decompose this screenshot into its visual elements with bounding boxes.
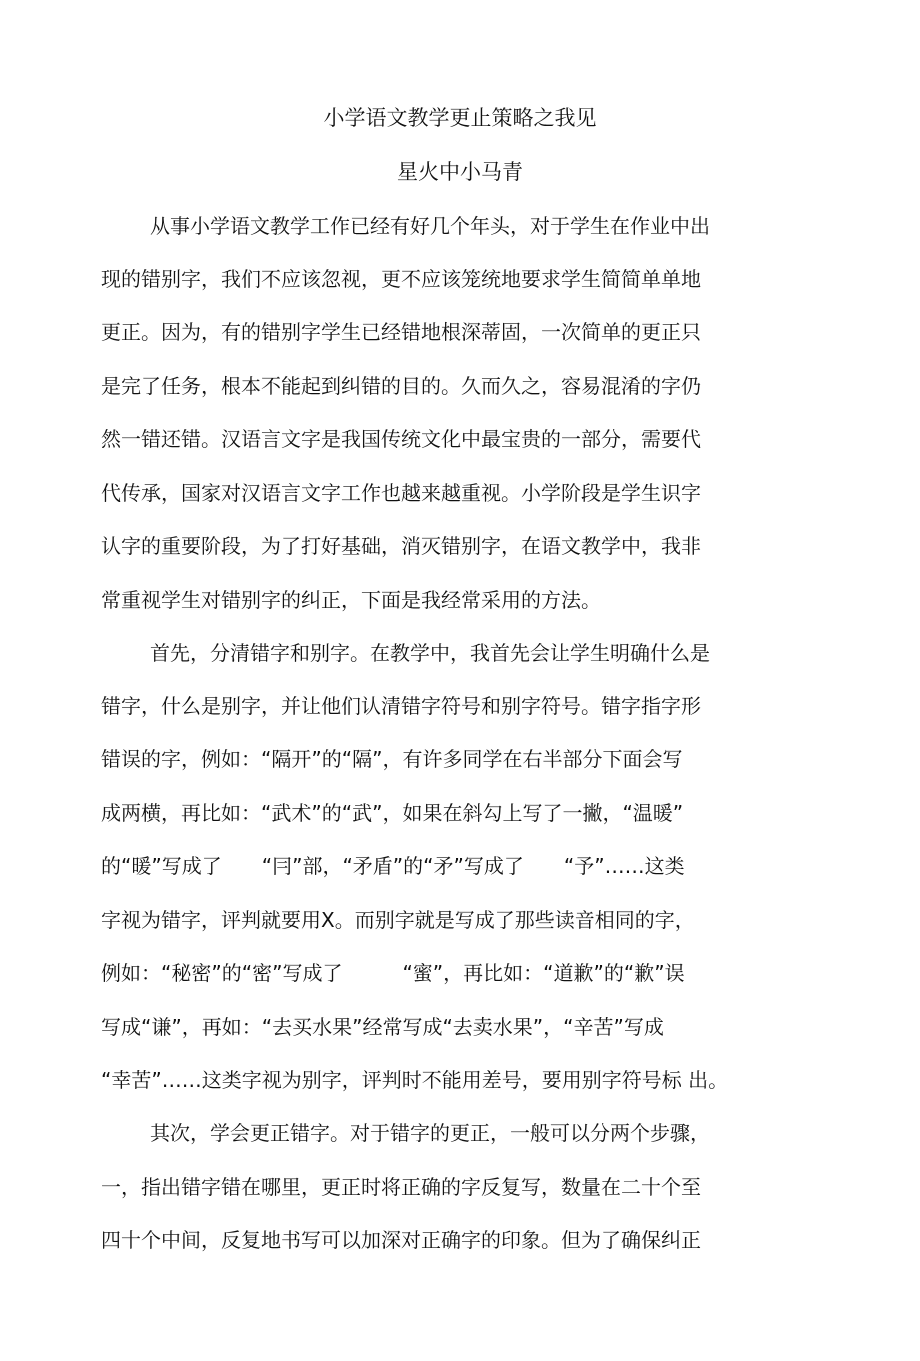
- body-line: 其次，学会更正错字。对于错字的更正，一般可以分两个步骤，: [150, 1121, 710, 1145]
- body-line: 字视为错字，评判就要用X。而别字就是写成了那些读音相同的字，: [101, 908, 695, 932]
- body-line: 首先，分清错字和别字。在教学中，我首先会让学生明确什么是: [150, 641, 710, 665]
- body-line: 认字的重要阶段，为了打好基础，消灭错别字，在语文教学中，我非: [101, 534, 701, 558]
- body-line: 代传承，国家对汉语言文字工作也越来越重视。小学阶段是学生识字: [101, 481, 701, 505]
- body-line: 更正。因为，有的错别字学生已经错地根深蒂固，一次简单的更正只: [101, 320, 701, 344]
- body-line: 成两横，再比如：“武术”的“武”，如果在斜勾上写了一撇，“温暖”: [101, 801, 684, 825]
- body-line: 错误的字，例如：“隔开”的“隔”，有许多同学在右半部分下面会写: [101, 747, 683, 771]
- document-title: 小学语文教学更止策略之我见: [323, 106, 597, 130]
- document-author: 星火中小马青: [397, 160, 523, 184]
- body-line: 四十个中间，反复地书写可以加深对正确字的印象。但为了确保纠正: [101, 1228, 701, 1252]
- body-line: 然一错还错。汉语言文字是我国传统文化中最宝贵的一部分，需要代: [101, 427, 701, 451]
- body-line: “幸苦”……这类字视为别字，评判时不能用差号，要用别字符号标 出。: [101, 1068, 729, 1092]
- body-line: 是完了任务，根本不能起到纠错的目的。久而久之，容易混淆的字仍: [101, 374, 701, 398]
- body-line: 从事小学语文教学工作已经有好几个年头，对于学生在作业中出: [150, 214, 710, 238]
- body-line: 错字，什么是别字，并让他们认清错字符号和别字符号。错字指字形: [101, 694, 701, 718]
- body-line: 一，指出错字错在哪里，更正时将正确的字反复写，数量在二十个至: [101, 1175, 701, 1199]
- body-line: 写成“谦”，再如：“去买水果”经常写成“去卖水果”，“辛苦”写成: [101, 1015, 664, 1039]
- body-line: 常重视学生对错别字的纠正，下面是我经常采用的方法。: [101, 588, 601, 612]
- body-line: 的“暖”写成了 “冃”部，“矛盾”的“矛”写成了 “予”……这类: [101, 854, 685, 878]
- body-line: 例如：“秘密”的“密”写成了 “蜜”，再比如：“道歉”的“歉”误: [101, 961, 685, 985]
- body-line: 现的错别字，我们不应该忽视，更不应该笼统地要求学生简简单单地: [101, 267, 701, 291]
